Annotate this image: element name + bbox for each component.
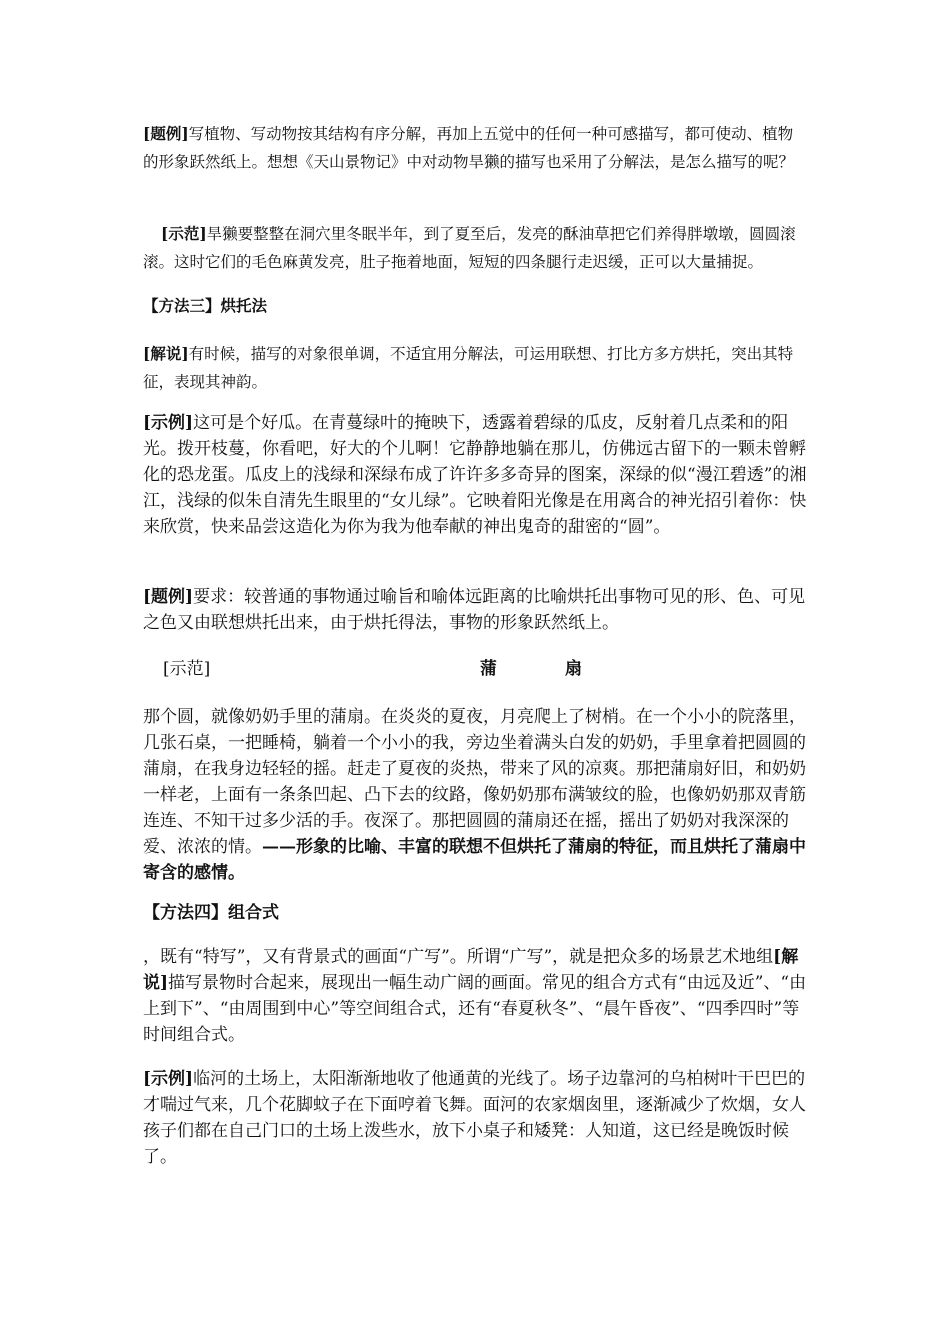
poem-title-line xyxy=(163,656,803,682)
title-char-1: 蒲 xyxy=(480,659,497,679)
title-char-2: 扇 xyxy=(565,659,582,679)
paragraph-text: 有时候，描写的对象很单调，不适宜用分解法，可运用联想、打比方多方烘托，突出其特征，表现其神韵。 xyxy=(143,345,794,391)
heading-method-four: 【方法四】组合式 xyxy=(143,903,279,923)
paragraph-shifan-1 xyxy=(143,220,808,276)
paragraph-shili-2 xyxy=(143,1066,808,1170)
paragraph-text: 写植物、写动物按其结构有序分解，再加上五觉中的任何一种可感描写，都可使动、植物的形象跃然纸上。想想《天山景物记》中对动物旱獭的描写也采用了分解法，是怎么描写的呢？ xyxy=(143,125,795,171)
heading-method-three: 【方法三】烘托法 xyxy=(143,296,268,315)
paragraph-tili-1 xyxy=(143,120,808,176)
label-jieshuo: [解说] xyxy=(143,344,189,363)
paragraph-text-pre: ，既有“特写”，又有背景式的画面“广写”。所谓“广写”，就是把众多的场景艺术地组 xyxy=(143,947,774,967)
paragraph-text: 临河的土场上，太阳渐渐地收了他通黄的光线了。场子边靠河的乌柏树叶干巴巴的才喘过气来，几个花脚蚊子在下面哼着飞舞。面河的农家烟囱里，逐渐减少了炊烟，女人孩子们都在自己门口的土场上泼些水，放下小桌子和矮凳：人知道，这已经是晚饭时候了。 xyxy=(143,1069,806,1167)
paragraph-jieshuo-2 xyxy=(143,944,808,1048)
paragraph-text: 旱獭要整整在洞穴里冬眠半年，到了夏至后，发亮的酥油草把它们养得胖墩墩，圆圆滚滚。这时它们的毛色麻黄发亮，肚子拖着地面，短短的四条腿行走迟缓，正可以大量捕捉。 xyxy=(143,225,796,271)
paragraph-text: 这可是个好瓜。在青蔓绿叶的掩映下，透露着碧绿的瓜皮，反射着几点柔和的阳光。拨开枝蔓，你看吧，好大的个儿啊！它静静地躺在那儿，仿佛远古留下的一颗未曾孵化的恐龙蛋。瓜皮上的浅绿和深绿布成了许许多多奇异的图案，深绿的似“漫江碧透”的湘江，浅绿的似朱自清先生眼里的“女儿绿”。它映着阳光像是在用离合的神光招引着你：快来欣赏，快来品尝这造化为你为我为他奉献的神出鬼奇的甜密的“圆”。 xyxy=(143,413,807,537)
paragraph-shili-1 xyxy=(143,410,808,540)
label-shifan: [示范] xyxy=(163,659,211,679)
label-shili: [示例] xyxy=(143,1069,194,1089)
paragraph-puShan xyxy=(143,704,808,886)
label-shili: [示例] xyxy=(143,413,194,433)
paragraph-bold-summary: ——形象的比喻、丰富的联想不但烘托了蒲扇的特征，而且烘托了蒲扇中寄含的感情。 xyxy=(143,837,806,883)
paragraph-text-post: 描写景物时合起来，展现出一幅生动广阔的画面。常见的组合方式有“由远及近”、“由上到下”、“由周围到中心”等空间组合式，还有“春夏秋冬”、“晨午昏夜”、“四季四时”等时间组合式。 xyxy=(143,973,807,1045)
paragraph-tili-2 xyxy=(143,584,808,636)
paragraph-text: 那个圆，就像奶奶手里的蒲扇。在炎炎的夏夜，月亮爬上了树梢。在一个小小的院落里，几张石桌，一把睡椅，躺着一个小小的我，旁边坐着满头白发的奶奶，手里拿着把圆圆的蒲扇，在我身边轻轻的摇。赶走了夏夜的炎热，带来了风的凉爽。那把蒲扇好旧，和奶奶一样老，上面有一条条凹起、凸下去的纹路，像奶奶那布满皱纹的脸，也像奶奶那双青筋连连、不知干过多少活的手。夜深了。那把圆圆的蒲扇还在摇，摇出了奶奶对我深深的爱、浓浓的情。 xyxy=(143,707,806,857)
paragraph-text: 要求：较普通的事物通过喻旨和喻体远距离的比喻烘托出事物可见的形、色、可见之色又由联想烘托出来，由于烘托得法，事物的形象跃然纸上。 xyxy=(143,587,806,633)
label-jieshuo: [解说] xyxy=(143,947,799,993)
paragraph-jieshuo-1 xyxy=(143,340,808,396)
label-tili: [题例] xyxy=(143,587,194,607)
label-shifan: [示范] xyxy=(161,224,207,243)
label-tili: [题例] xyxy=(143,124,189,143)
